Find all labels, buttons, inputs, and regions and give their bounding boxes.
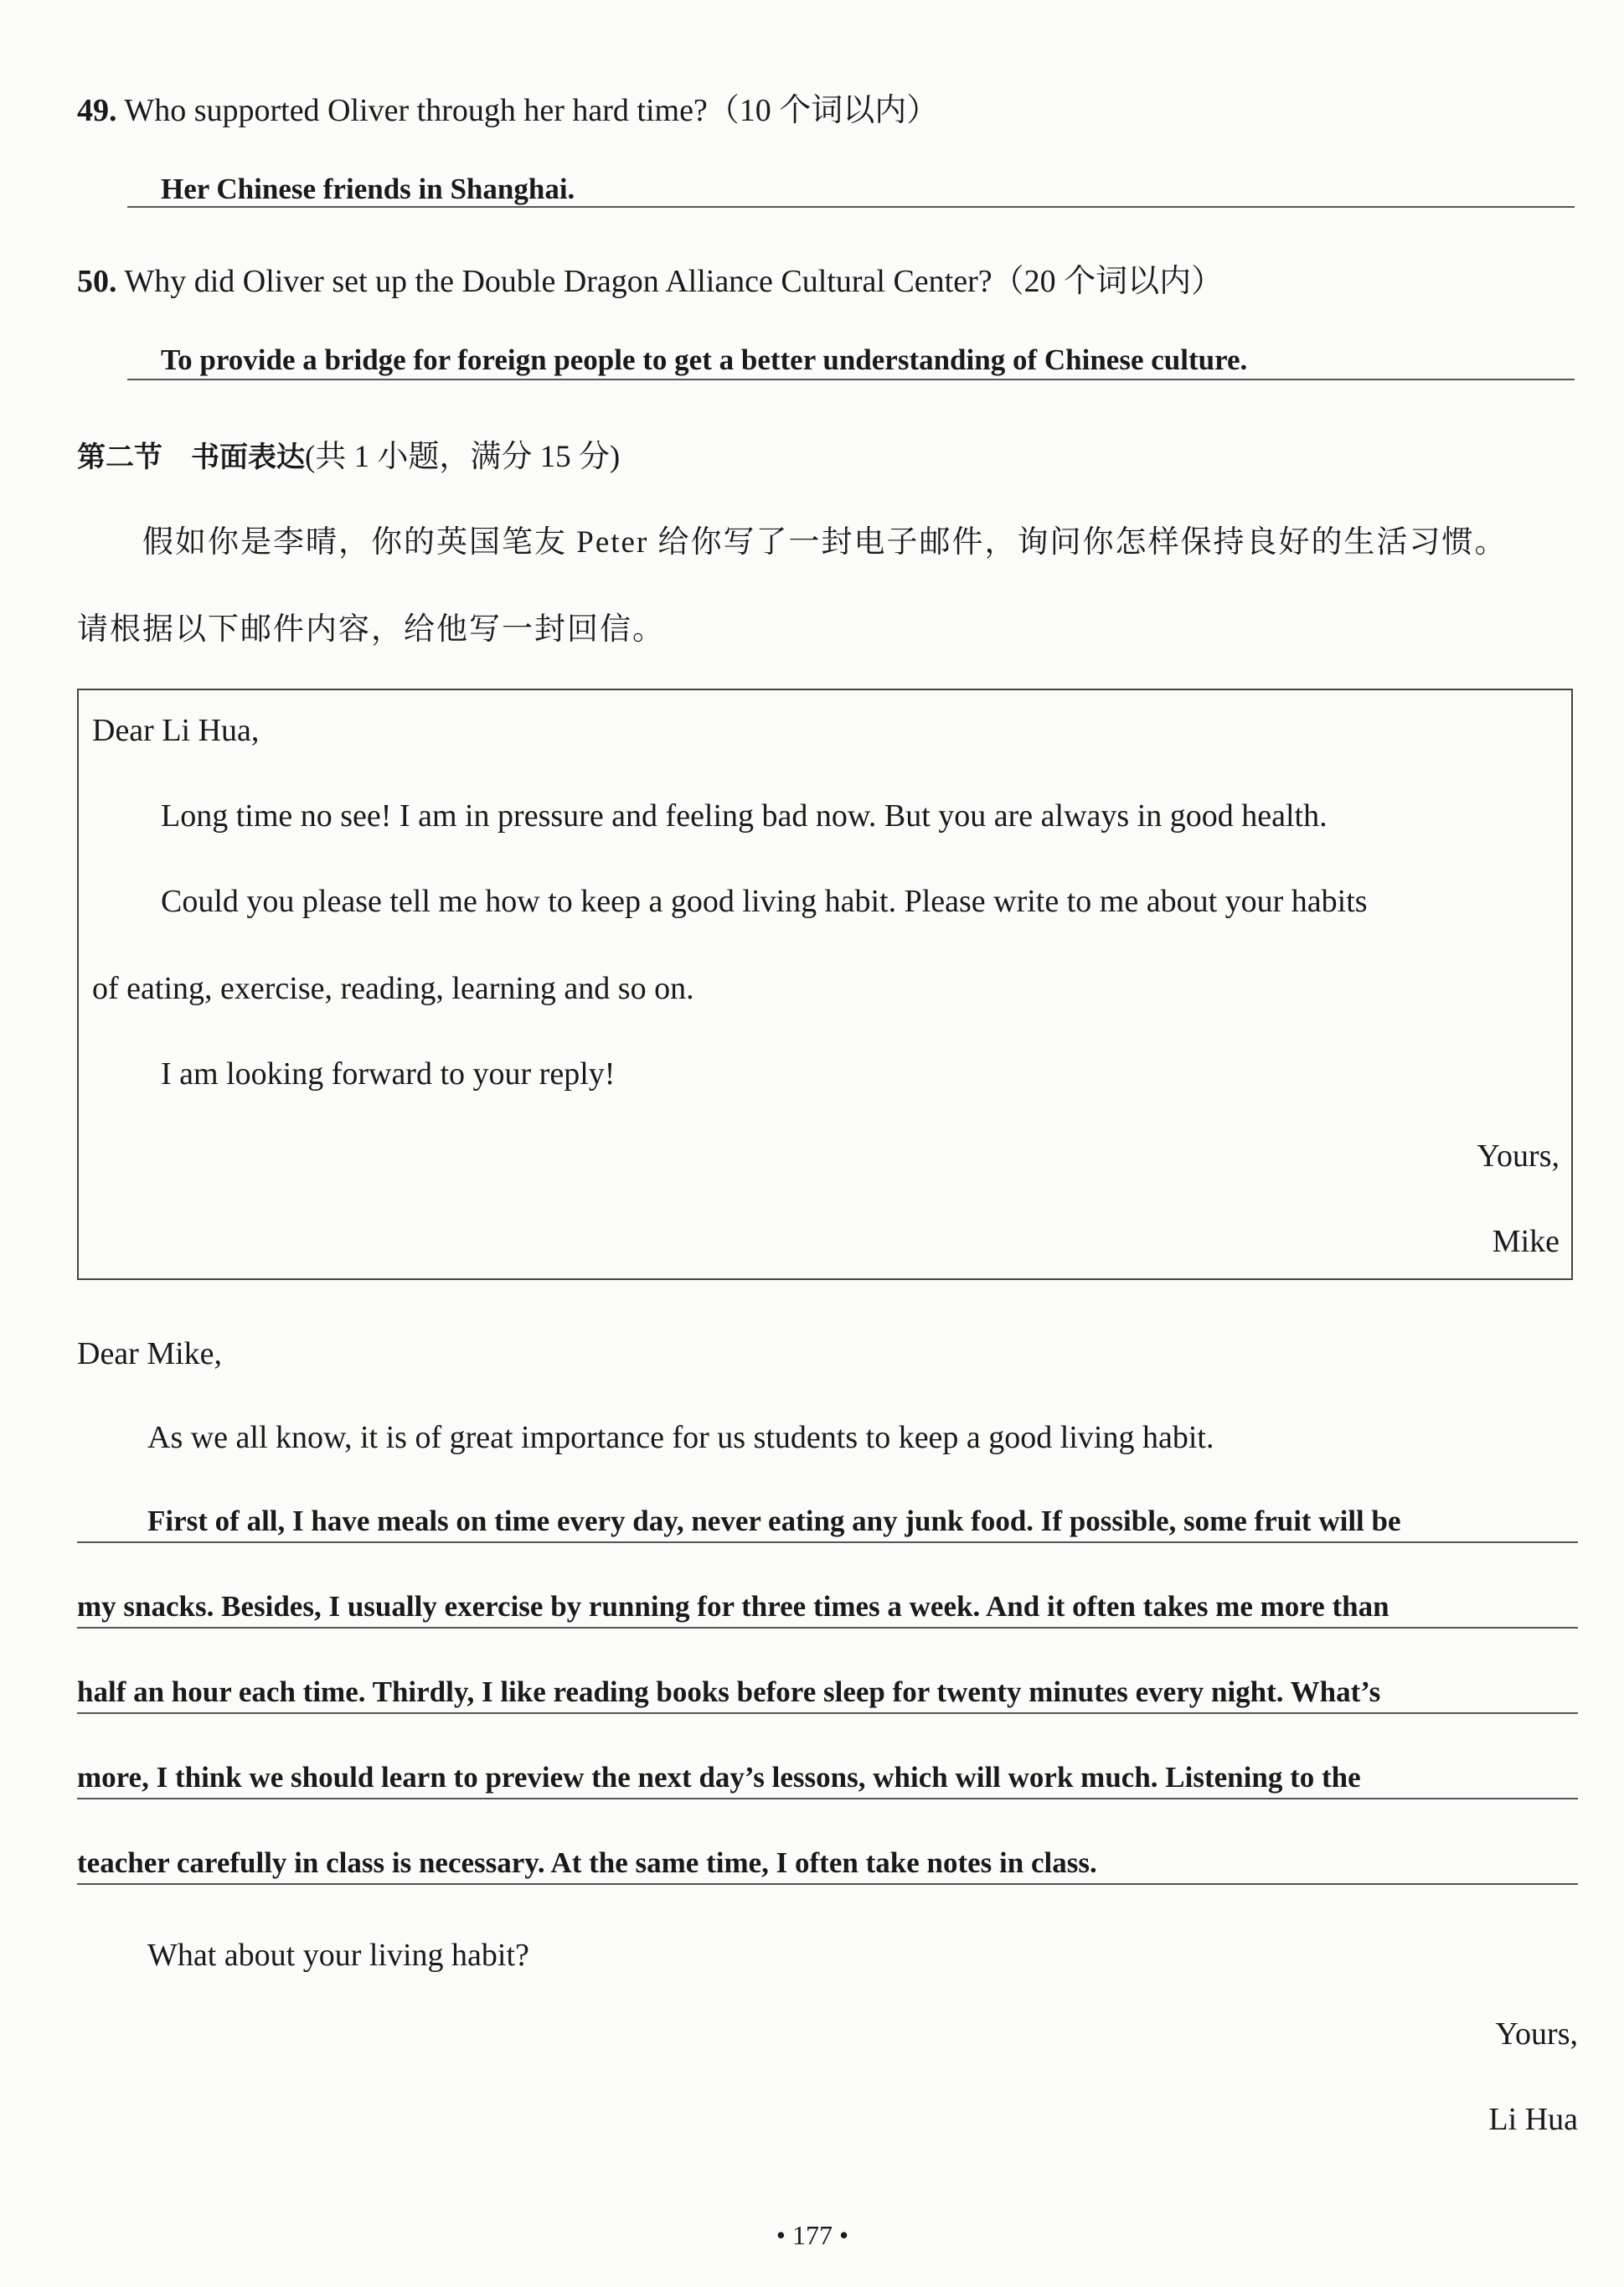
question-number: 49.	[77, 93, 117, 128]
question-number: 50.	[77, 264, 117, 299]
reply-body-line: teacher carefully in class is necessary. At the same time, I often take notes in class.	[77, 1846, 1097, 1879]
reply-body-line: First of all, I have meals on time every day, never eating any junk food. If possible, some fruit will be	[147, 1505, 1401, 1537]
email-closing: Yours,	[1477, 1138, 1560, 1174]
email-line-1: Long time no see! I am in pressure and feeling bad now. But you are always in good health.	[161, 798, 1328, 834]
email-line-4: I am looking forward to your reply!	[161, 1056, 616, 1092]
writing-line	[77, 1798, 1578, 1799]
writing-line	[77, 1712, 1578, 1714]
email-signature: Mike	[1492, 1224, 1560, 1259]
page-number: • 177 •	[776, 2220, 849, 2250]
answer-line	[127, 379, 1575, 380]
section-note: (共 1 小题，满分 15 分)	[305, 440, 621, 474]
reply-greeting: Dear Mike,	[77, 1336, 223, 1371]
answer-line	[127, 206, 1575, 208]
question-text: Why did Oliver set up the Double Dragon Alliance Cultural Center?（20 个词以内）	[124, 264, 1224, 299]
email-greeting: Dear Li Hua,	[92, 713, 260, 748]
email-line-2: Could you please tell me how to keep a good living habit. Please write to me about your habits	[161, 884, 1368, 919]
reply-body-line: half an hour each time. Thirdly, I like reading books before sleep for twenty minutes every night. What’s	[77, 1675, 1381, 1708]
question-49	[77, 84, 938, 130]
reply-question: What about your living habit?	[147, 1938, 529, 1973]
writing-line	[77, 1627, 1578, 1629]
writing-line	[77, 1883, 1578, 1885]
answer-49: Her Chinese friends in Shanghai.	[161, 173, 575, 205]
reply-intro: As we all know, it is of great importance for us students to keep a good living habit.	[147, 1420, 1214, 1455]
writing-line	[77, 1541, 1578, 1543]
question-50	[77, 255, 1223, 301]
answer-50: To provide a bridge for foreign people to get a better understanding of Chinese culture.	[161, 343, 1248, 376]
writing-prompt-line-2: 请根据以下邮件内容，给他写一封回信。	[77, 612, 665, 647]
section-title: 第二节 书面表达	[77, 441, 305, 474]
reply-body-line: more, I think we should learn to preview the next day’s lessons, which will work much. Listening to the	[77, 1761, 1361, 1794]
reply-signature: Li Hua	[1488, 2102, 1578, 2137]
email-line-3: of eating, exercise, reading, learning and so on.	[92, 971, 694, 1006]
reply-closing: Yours,	[1495, 2016, 1578, 2052]
section-heading	[77, 431, 620, 476]
question-text: Who supported Oliver through her hard time?（10 个词以内）	[124, 93, 939, 128]
reply-body-line: my snacks. Besides, I usually exercise by running for three times a week. And it often takes me more than	[77, 1590, 1389, 1623]
writing-prompt-line-1: 假如你是李晴，你的英国笔友 Peter 给你写了一封电子邮件，询问你怎样保持良好的生活习惯。	[142, 525, 1508, 560]
